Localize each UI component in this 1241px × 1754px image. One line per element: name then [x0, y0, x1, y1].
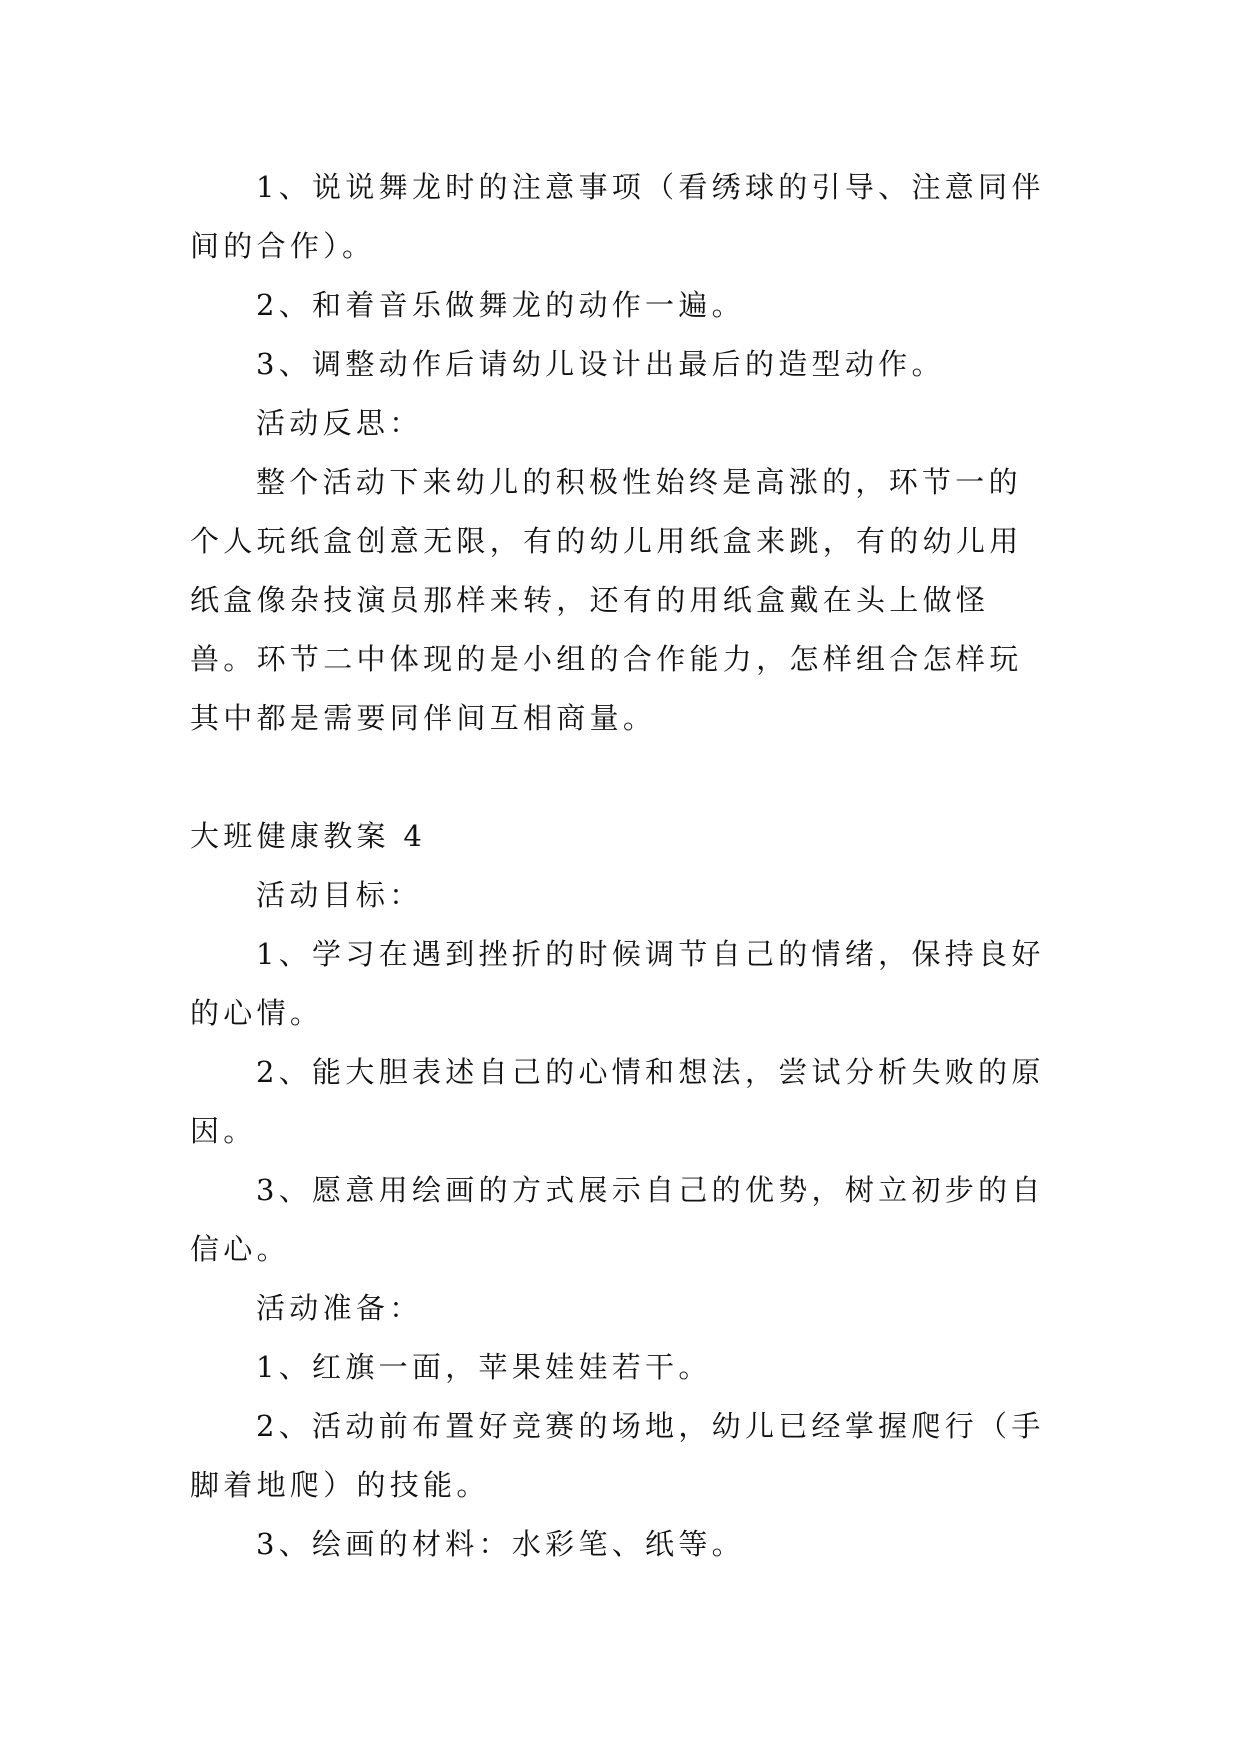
paragraph-objective-1: 1、学习在遇到挫折的时候调节自己的情绪，保持良好的心情。: [190, 937, 1045, 1030]
paragraph-preparation-1: 1、红旗一面，苹果娃娃若干。: [256, 1350, 712, 1384]
subheading-objectives: 活动目标：: [256, 878, 423, 912]
paragraph-preparation-3: 3、绘画的材料：水彩笔、纸等。: [256, 1527, 745, 1561]
paragraph-step-1: 1、说说舞龙时的注意事项（看绣球的引导、注意同伴间的合作）。: [190, 170, 1045, 263]
document-body: [190, 158, 1052, 1574]
paragraph-step-3: 3、调整动作后请幼儿设计出最后的造型动作。: [256, 347, 945, 381]
section-spacer: [190, 748, 1052, 807]
paragraph-reflection: 整个活动下来幼儿的积极性始终是高涨的，环节一的个人玩纸盒创意无限，有的幼儿用纸盒来跳，有的幼儿用纸盒像杂技演员那样来转，还有的用纸盒戴在头上做怪兽。环节二中体现的是小组的合作能力，怎样组合怎样玩其中都是需要同伴间互相商量。: [190, 465, 1023, 735]
subheading-preparation: 活动准备：: [256, 1291, 423, 1325]
paragraph-preparation-2: 2、活动前布置好竞赛的场地，幼儿已经掌握爬行（手脚着地爬）的技能。: [190, 1409, 1045, 1502]
paragraph-objective-3: 3、愿意用绘画的方式展示自己的优势，树立初步的自信心。: [190, 1173, 1045, 1266]
paragraph-step-2: 2、和着音乐做舞龙的动作一遍。: [256, 288, 745, 322]
subheading-reflection: 活动反思：: [256, 406, 423, 440]
paragraph-objective-2: 2、能大胆表述自己的心情和想法，尝试分析失败的原因。: [190, 1055, 1045, 1148]
section-title: 大班健康教案 4: [190, 819, 427, 853]
